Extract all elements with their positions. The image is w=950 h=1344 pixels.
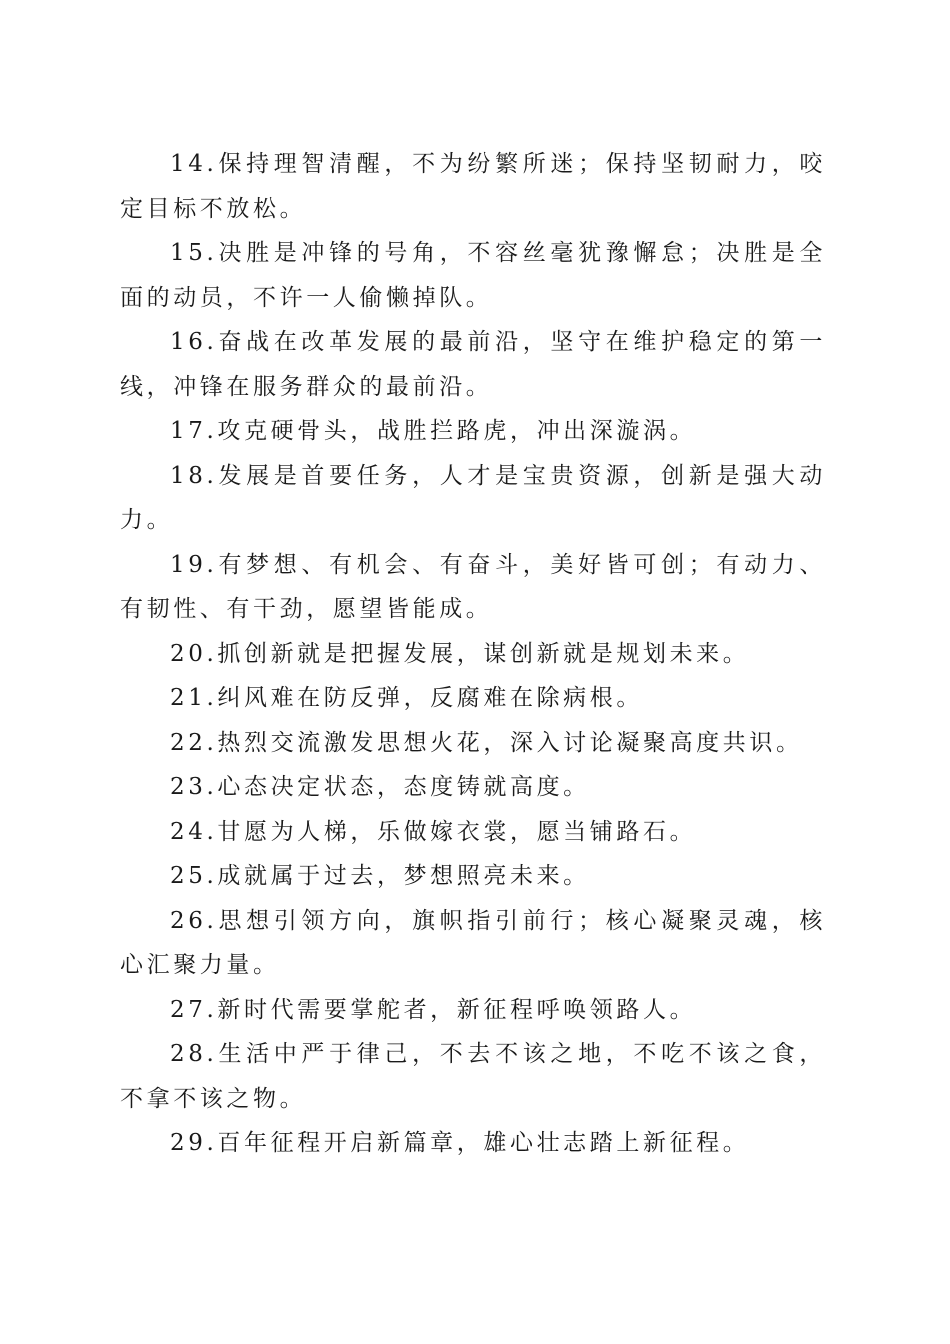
paragraph-18: 18.发展是首要任务，人才是宝贵资源，创新是强大动力。 <box>120 462 826 533</box>
paragraph-22: 22.热烈交流激发思想火花，深入讨论凝聚高度共识。 <box>170 729 803 756</box>
paragraph-25: 25.成就属于过去，梦想照亮未来。 <box>170 863 590 889</box>
paragraph-20: 20.抓创新就是把握发展，谋创新就是规划未来。 <box>170 640 750 667</box>
paragraph-23: 23.心态决定状态，态度铸就高度。 <box>170 774 590 800</box>
paragraph-26: 26.思想引领方向，旗帜指引前行；核心凝聚灵魂，核心汇聚力量。 <box>120 907 826 978</box>
paragraph-27: 27.新时代需要掌舵者，新征程呼唤领路人。 <box>170 996 697 1023</box>
document-body <box>120 142 826 1166</box>
paragraph-17: 17.攻克硬骨头，战胜拦路虎，冲出深漩涡。 <box>170 418 697 444</box>
paragraph-28: 28.生活中严于律己，不去不该之地，不吃不该之食，不拿不该之物。 <box>120 1041 826 1112</box>
paragraph-15: 15.决胜是冲锋的号角，不容丝毫犹豫懈怠；决胜是全面的动员，不许一人偷懒掉队。 <box>120 240 826 311</box>
paragraph-29: 29.百年征程开启新篇章，雄心壮志踏上新征程。 <box>170 1130 750 1156</box>
paragraph-19: 19.有梦想、有机会、有奋斗，美好皆可创；有动力、有韧性、有干劲，愿望皆能成。 <box>120 551 826 622</box>
paragraph-16: 16.奋战在改革发展的最前沿，坚守在维护稳定的第一线，冲锋在服务群众的最前沿。 <box>120 329 826 400</box>
paragraph-24: 24.甘愿为人梯，乐做嫁衣裳，愿当铺路石。 <box>170 818 697 845</box>
paragraph-14: 14.保持理智清醒，不为纷繁所迷；保持坚韧耐力，咬定目标不放松。 <box>120 151 826 222</box>
paragraph-21: 21.纠风难在防反弹，反腐难在除病根。 <box>170 685 643 711</box>
